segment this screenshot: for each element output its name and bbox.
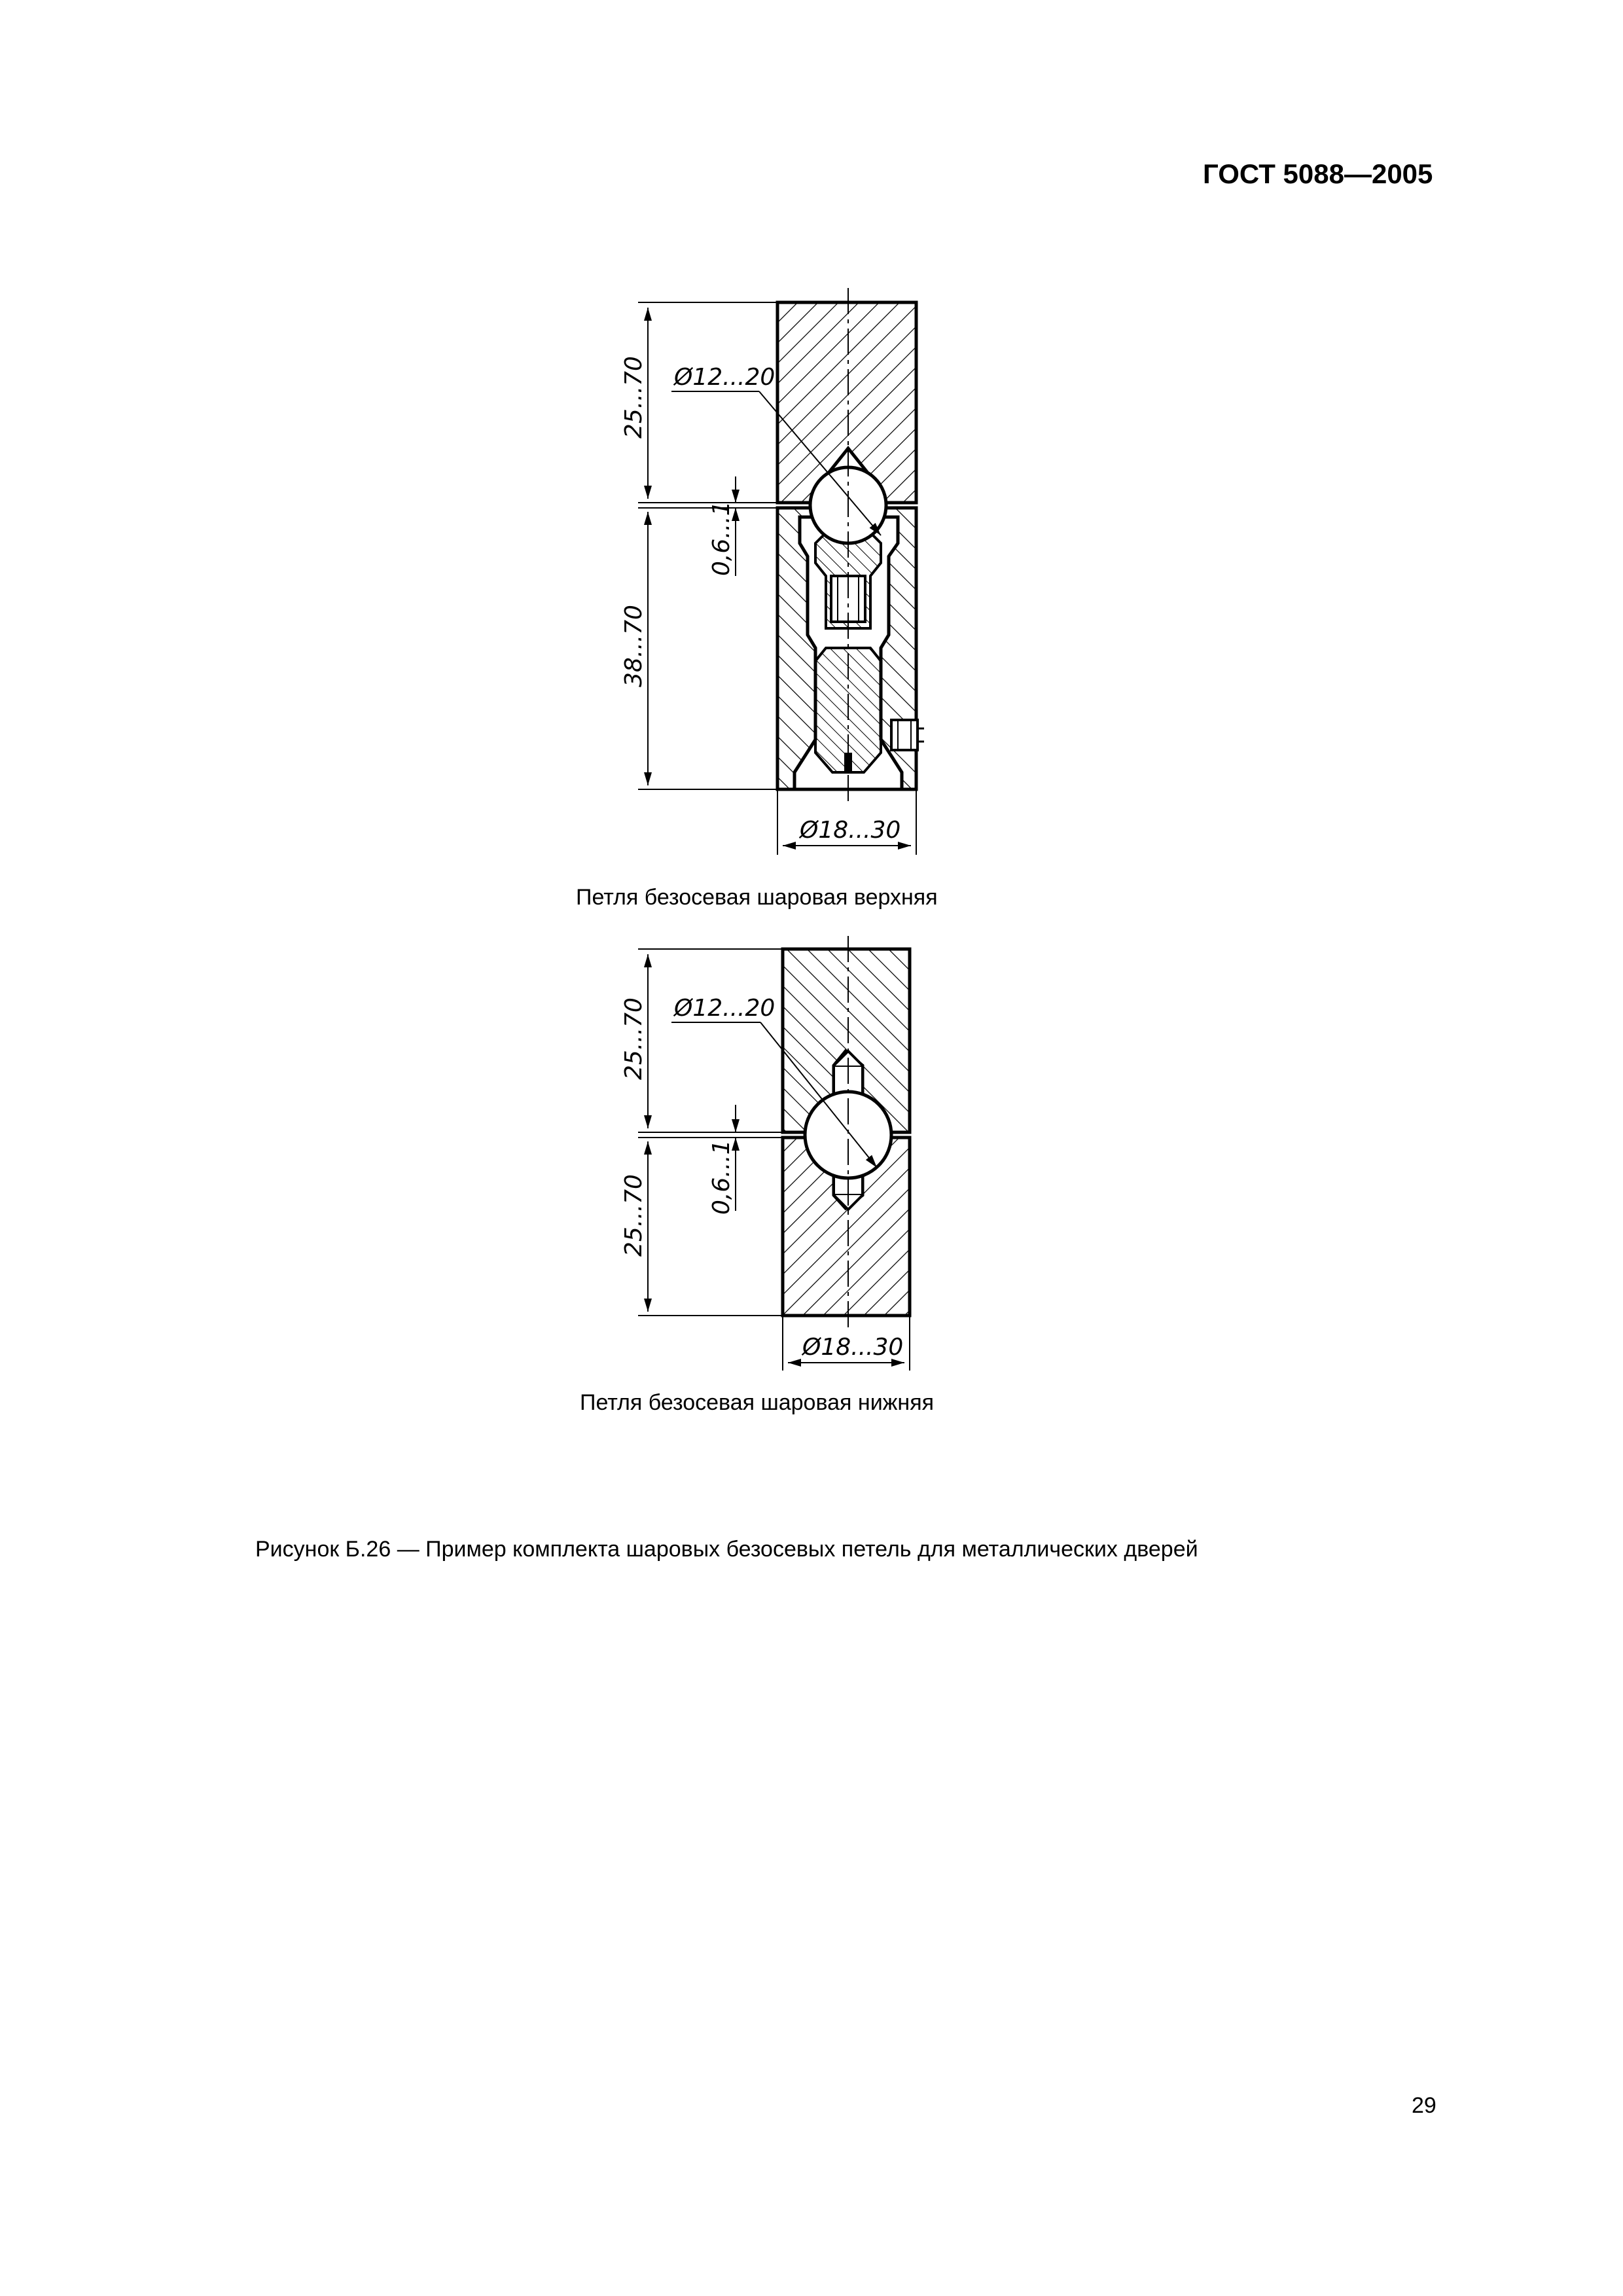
lower-lower-height-label: 25...70 — [620, 1174, 647, 1257]
upper-width-label: Ø18...30 — [800, 817, 901, 844]
upper-height-label: 25...70 — [620, 356, 647, 439]
lower-ball-diameter-label: Ø12...20 — [674, 995, 776, 1022]
lower-height-label: 38...70 — [620, 605, 647, 687]
page-number: 29 — [1412, 2093, 1436, 2118]
upper-gap-label: 0,6...1 — [708, 501, 735, 576]
lower-hinge-drawing — [620, 936, 910, 1371]
lower-width-label: Ø18...30 — [802, 1334, 904, 1361]
figure-caption: Рисунок Б.26 — Пример комплекта шаровых безосевых петель для металлических дверей — [255, 1537, 1198, 1562]
lower-upper-height-label: 25...70 — [620, 997, 647, 1080]
upper-hinge-drawing — [620, 288, 924, 855]
upper-hinge-caption: Петля безосевая шаровая верхняя — [576, 885, 938, 910]
upper-ball-diameter-label: Ø12...20 — [674, 364, 776, 391]
document-code: ГОСТ 5088—2005 — [1203, 158, 1433, 189]
lower-gap-label: 0,6...1 — [708, 1139, 735, 1215]
lower-hinge-caption: Петля безосевая шаровая нижняя — [580, 1390, 935, 1415]
